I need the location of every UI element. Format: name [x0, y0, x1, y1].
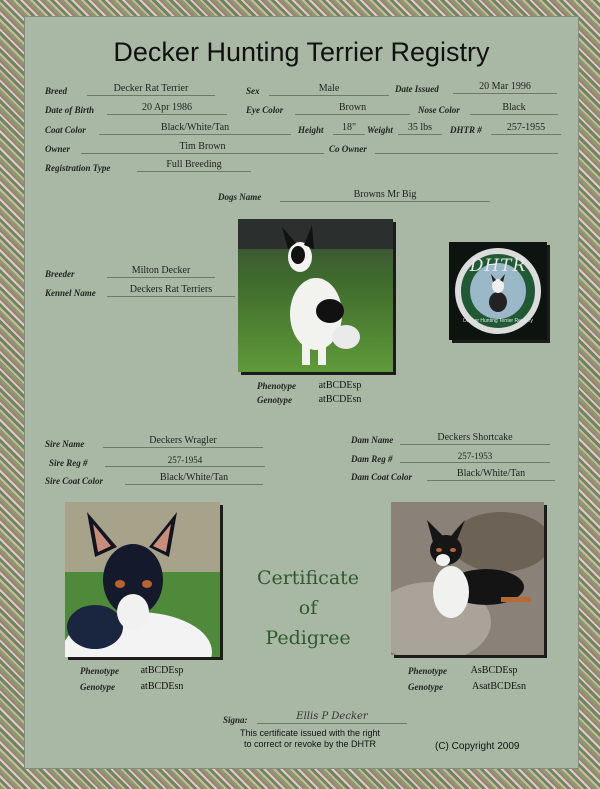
breeder-value: Milton Decker: [107, 265, 215, 278]
nose-color-value: Black: [470, 102, 558, 115]
dhtr-logo: [449, 242, 547, 340]
breed-value: Decker Rat Terrier: [87, 83, 215, 96]
sex-label: Sex: [246, 86, 260, 96]
weight-value: 35 lbs: [398, 122, 442, 135]
dam-genotype-value: AsatBCDEsn: [472, 681, 526, 692]
certificate-line-2: of: [298, 597, 318, 619]
dob-value: 20 Apr 1986: [107, 102, 227, 115]
logo-text: DHTR: [469, 256, 527, 276]
breeder-label: Breeder: [45, 269, 75, 279]
logo-ring-text: Decker Hunting Terrier Registry: [463, 318, 533, 324]
sire-phenotype-value: atBCDEsp: [140, 665, 184, 676]
dam-reg-value: 257-1953: [400, 450, 550, 463]
dam-coat-label: Dam Coat Color: [351, 472, 413, 482]
reg-type-value: Full Breeding: [137, 159, 251, 172]
revoke-note-line-1: This certificate issued with the right: [239, 728, 381, 738]
height-value: 18": [333, 122, 365, 135]
coat-color-value: Black/White/Tan: [99, 122, 291, 135]
certificate-of-pedigree: [233, 565, 383, 651]
eye-color-value: Brown: [295, 102, 410, 115]
main-genotype-label: Genotype: [257, 395, 292, 405]
sire-genotype-value: atBCDEsn: [140, 681, 184, 692]
dogs-name-value: Browns Mr Big: [280, 189, 490, 202]
kennel-value: Deckers Rat Terriers: [107, 284, 235, 297]
owner-value: Tim Brown: [81, 141, 324, 154]
sire-coat-label: Sire Coat Color: [45, 476, 104, 486]
owner-label: Owner: [45, 144, 71, 154]
registry-title: Decker Hunting Terrier Registry: [113, 37, 490, 67]
sire-genotype-label: Genotype: [80, 682, 115, 692]
certificate-line-3: Pedigree: [265, 627, 351, 649]
sire-name-value: Deckers Wragler: [103, 435, 263, 448]
dam-name-value: Deckers Shortcake: [400, 432, 550, 445]
dam-reg-label: Dam Reg #: [351, 454, 393, 464]
dam-phenotype-label: Phenotype: [408, 666, 447, 676]
main-phenotype-label: Phenotype: [257, 381, 296, 391]
sire-dog-image: [65, 502, 220, 657]
reg-type-label: Registration Type: [45, 163, 111, 173]
dhtr-value: 257-1955: [491, 122, 561, 135]
sire-photo: [65, 502, 220, 657]
dob-label: Date of Birth: [45, 105, 95, 115]
sire-reg-value: 257-1954: [105, 454, 265, 467]
signature-value: Ellis P Decker: [257, 711, 407, 724]
sex-value: Male: [269, 83, 389, 96]
copyright: (C) Copyright 2009: [435, 741, 520, 752]
main-dog-photo: [238, 219, 393, 372]
signature-label: Signa:: [223, 715, 248, 725]
weight-label: Weight: [367, 125, 393, 135]
date-issued-label: Date Issued: [395, 84, 439, 94]
main-phenotype-value: atBCDEsp: [318, 380, 362, 391]
dam-dog-image: [391, 502, 544, 655]
dam-genotype-label: Genotype: [408, 682, 443, 692]
revoke-note-line-2: to correct or revoke by the DHTR: [243, 739, 377, 749]
sire-phenotype-label: Phenotype: [80, 666, 119, 676]
dam-phenotype-value: AsBCDEsp: [470, 665, 518, 676]
dog-sitting-image: [238, 219, 393, 372]
sire-reg-label: Sire Reg #: [49, 458, 88, 468]
coat-color-label: Coat Color: [45, 125, 86, 135]
dam-photo: [391, 502, 544, 655]
sire-name-label: Sire Name: [45, 439, 85, 449]
date-issued-value: 20 Mar 1996: [453, 81, 557, 94]
eye-color-label: Eye Color: [246, 105, 284, 115]
breed-label: Breed: [45, 86, 67, 96]
certificate-panel: [24, 16, 579, 769]
dogs-name-label: Dogs Name: [218, 192, 262, 202]
kennel-label: Kennel Name: [45, 288, 96, 298]
height-label: Height: [298, 125, 324, 135]
revoke-note: [195, 728, 425, 750]
main-genotype-value: atBCDEsn: [318, 394, 362, 405]
nose-color-label: Nose Color: [418, 105, 460, 115]
co-owner-label: Co Owner: [329, 144, 367, 154]
sire-coat-value: Black/White/Tan: [125, 472, 263, 485]
certificate-line-1: Certificate: [256, 567, 360, 589]
dhtr-label: DHTR #: [450, 125, 482, 135]
co-owner-value: [375, 141, 558, 154]
dam-name-label: Dam Name: [351, 435, 394, 445]
dam-coat-value: Black/White/Tan: [427, 468, 555, 481]
